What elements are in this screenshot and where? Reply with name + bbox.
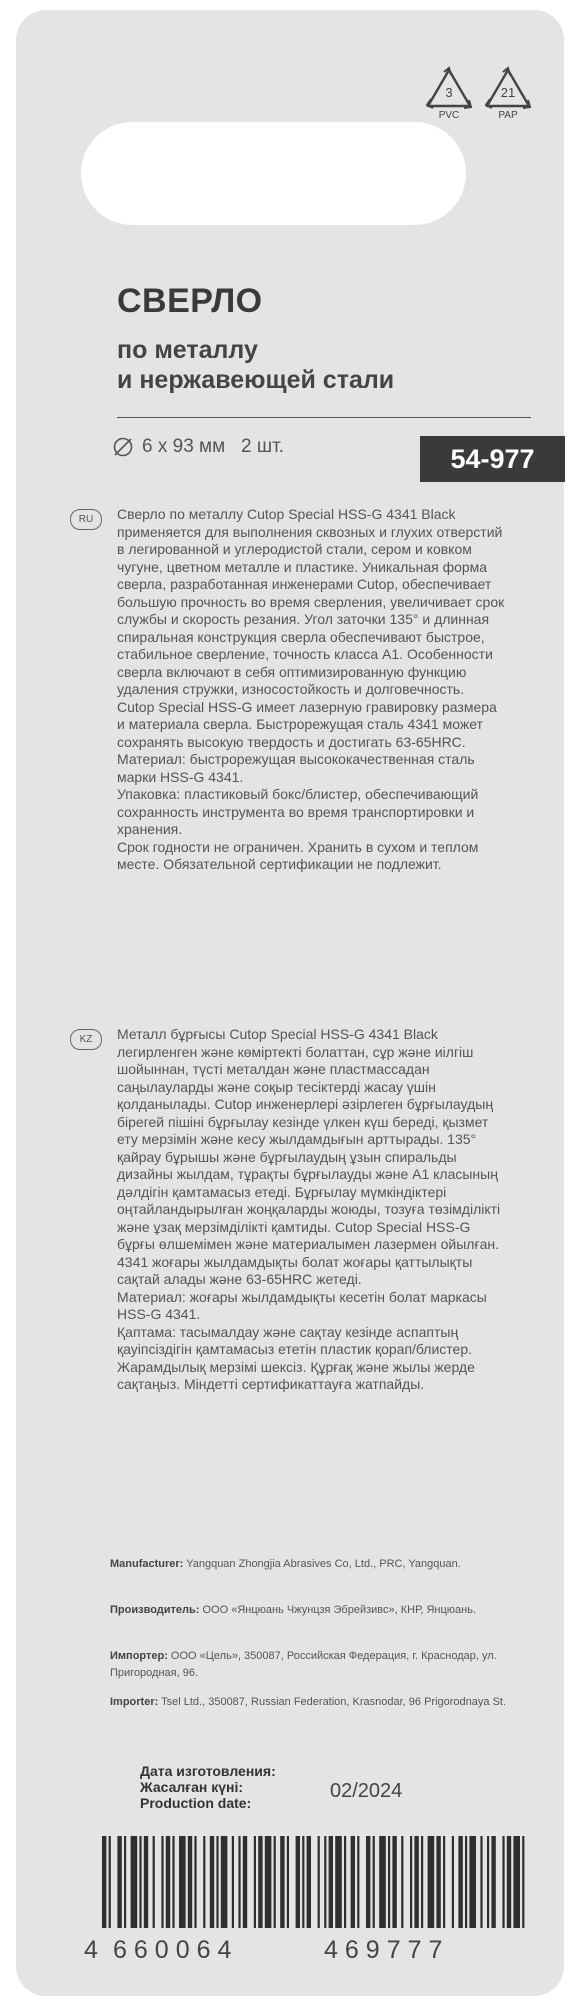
barcode-bar [329, 1836, 333, 1928]
kz-packaging: Қаптама: тасымалдау және сақтау кезінде аспаптың қауіпсіздігін қамтамасыз ететін пластик қорап/блистер. [117, 1323, 473, 1357]
recycle-label: PAP [498, 110, 518, 121]
production-date-value: 02/2024 [330, 1780, 403, 1802]
article-badge: 54-977 [420, 436, 565, 482]
barcode-bar [254, 1836, 256, 1928]
barcode-bar [388, 1836, 390, 1928]
barcode-bar [401, 1836, 403, 1928]
kz-description: Металл бұрғысы Cutop Special HSS-G 4341 Black легирленген және көміртекті болаттан, сұр және иілгіш шойыннан, түсті металдан және пластмассадан саңылауларды және соқыр тесіктерді жасау үшін қолданылады. Cutop инженерлері әзірлеген бұрғылаудың бірегей пішіні бұрғылау кезінде үлкен күш береді, қызмет ету мерзімін және кесу жылдамдығын арттырады. 135° қайрау бұрышы және бұрғылаудың ұзын спиральды дизайны жылдам, тұрақты бұрғылауды және А1 класының дәлдігін қамтамасыз етеді. Бұрғылау мүмкіндіктері оңтайландырылған жоңқаларды жоюды, тозуға төзімділікті және ұзақ мерзімділікті қамтиды. Cutop Special HSS-G бұрғы өлшемімен және материалымен лазермен ойылған. 4341 жоғары жылдамдықты болат жоғары қаттылықты сақтай алады және 63-65HRC жетеді. [117, 1026, 501, 1287]
legal-label: Importer: [110, 1696, 159, 1708]
barcode [102, 1836, 526, 1928]
barcode-bar [373, 1836, 375, 1928]
ru-shelf-life: Срок годности не ограничен. Хранить в сухом и теплом месте. Обязательной сертификации не подлежит. [117, 838, 479, 872]
barcode-bar [357, 1836, 359, 1928]
barcode-bar [179, 1836, 186, 1928]
production-date-labels [140, 1763, 276, 1811]
production-label-kz: Жасалған күні: [140, 1779, 244, 1795]
product-spec [112, 436, 284, 458]
barcode-bar [161, 1836, 163, 1928]
importer-ru [110, 1648, 510, 1682]
ru-description: Сверло по металлу Cutop Special HSS-G 4341 Black применяется для выполнения сквозных и глухих отверстий в легированной и углеродистой стали, сером и ковком чугуне, цветном металле и пластике. Уникальная форма сверла, разработанная инженерами Cutop, обеспечивает большую прочность во время сверления, увеличивает срок службы и скорость резания. Угол заточки 135° и длинная спиральная конструкция сверла обеспечивают быстрое, стабильное сверление, точность класса А1. Особенности сверла включают в себя оптимизированную функцию удаления стружки, износостойкость и долговечность. Cutop Special HSS-G имеет лазерную гравировку размера и материала сверла. Быстрорежущая сталь 4341 может сохранять высокую твердость и достигать 63-65HRC. [117, 506, 505, 750]
barcode-bar [366, 1836, 370, 1928]
lang-badge-ru: RU [70, 509, 102, 530]
barcode-bar [491, 1836, 495, 1928]
subtitle-line-1: по металлу [117, 336, 258, 364]
barcode-bar [203, 1836, 205, 1928]
barcode-bar [351, 1836, 355, 1928]
barcode-bar [302, 1836, 304, 1928]
svg-text:21: 21 [500, 85, 516, 100]
ru-packaging-text: пластиковый бокс/блистер, обеспечивающий сохранность инструмента во время транспортировки и хранения. [117, 786, 479, 837]
barcode-bar [210, 1836, 214, 1928]
manufacturer-ru [110, 1602, 510, 1619]
barcode-group-left: 660064 [113, 1936, 239, 1964]
barcode-bar [513, 1836, 520, 1928]
recycle-pvc [421, 66, 477, 121]
kz-shelf-life: Жарамдылық мерзімі шексіз. Құрғақ және жылы жерде сақтаңыз. Міндетті сертификаттауға жатпайды. [117, 1358, 475, 1392]
barcode-bar [172, 1836, 174, 1928]
barcode-bar [507, 1836, 511, 1928]
barcode-bar [307, 1836, 311, 1928]
diameter-icon [112, 436, 134, 458]
barcode-bar [414, 1836, 418, 1928]
kz-material: Материал: жоғары жылдамдықты кесетін болат маркасы HSS-G 4341. [117, 1288, 487, 1322]
legal-text: ООО «Цель», 350087, Российская Федерация, г. Краснодар, ул. Пригородная, 96. [110, 1650, 497, 1679]
barcode-bar [379, 1836, 386, 1928]
production-label-ru: Дата изготовления: [140, 1763, 276, 1779]
barcode-group-right: 469777 [324, 1936, 450, 1964]
barcode-bar [265, 1836, 272, 1928]
barcode-bar [238, 1836, 240, 1928]
barcode-bar [443, 1836, 445, 1928]
barcode-bar [458, 1836, 462, 1928]
barcode-bar [296, 1836, 300, 1928]
barcode-bar [102, 1836, 106, 1928]
barcode-bar [428, 1836, 435, 1928]
barcode-bar [274, 1836, 276, 1928]
barcode-bar [502, 1836, 504, 1928]
svg-text:3: 3 [445, 85, 453, 100]
barcode-bar [117, 1836, 121, 1928]
barcode-first-digit: 4 [84, 1936, 98, 1964]
legal-text: ООО «Янцюань Чжунцзя Эбрейзивс», КНР, Янцюань. [199, 1604, 477, 1616]
legal-label: Производитель: [110, 1604, 200, 1616]
divider [117, 417, 531, 418]
manufacturer-en [110, 1556, 510, 1573]
barcode-bar [452, 1836, 454, 1928]
ru-material: Материал: быстрорежущая высококачественная сталь марки HSS-G 4341. [117, 751, 475, 785]
lang-badge-kz: KZ [70, 1029, 102, 1050]
barcode-bar [318, 1836, 320, 1928]
barcode-bar [324, 1836, 326, 1928]
barcode-bar [194, 1836, 196, 1928]
recycle-label: PVC [438, 110, 460, 121]
legal-label: Импортер: [110, 1650, 168, 1662]
hang-hole [81, 122, 466, 225]
barcode-bar [392, 1836, 396, 1928]
barcode-bar [436, 1836, 440, 1928]
product-subtitle [117, 335, 394, 395]
barcode-bar [232, 1836, 234, 1928]
barcode-bar [480, 1836, 482, 1928]
barcode-bar [153, 1836, 155, 1928]
barcode-bar [221, 1836, 228, 1928]
legal-label: Manufacturer: [110, 1558, 184, 1570]
ru-description-block [117, 506, 505, 874]
barcode-bar [469, 1836, 476, 1928]
recycle-triangle-icon [424, 66, 474, 112]
barcode-bar [465, 1836, 467, 1928]
barcode-bar [280, 1836, 284, 1928]
spec-text: 6 x 93 мм 2 шт. [142, 436, 284, 457]
ru-packaging [117, 786, 505, 839]
barcode-bar [410, 1836, 412, 1928]
barcode-bar [243, 1836, 247, 1928]
barcode-bar [335, 1836, 342, 1928]
production-label-en: Production date: [140, 1795, 252, 1811]
barcode-bar [258, 1836, 262, 1928]
barcode-bar [344, 1836, 346, 1928]
recycle-pap [480, 66, 536, 121]
barcode-bar [131, 1836, 138, 1928]
barcode-bar [109, 1836, 111, 1928]
barcode-bar [188, 1836, 192, 1928]
barcode-bar [287, 1836, 289, 1928]
subtitle-line-2: и нержавеющей стали [117, 366, 395, 394]
barcode-bar [166, 1836, 170, 1928]
ru-packaging-label: Упаковка: [117, 786, 181, 802]
barcode-bar [139, 1836, 141, 1928]
legal-text: Yangquan Zhongjia Abrasives Co, Ltd., PRC, Yangquan. [183, 1558, 461, 1570]
barcode-bar [487, 1836, 489, 1928]
barcode-bar [144, 1836, 148, 1928]
product-title: СВЕРЛО [117, 282, 263, 320]
legal-text: Tsel Ltd., 350087, Russian Federation, Krasnodar, 96 Prigorodnaya St. [158, 1696, 507, 1708]
barcode-bar [216, 1836, 218, 1928]
importer-en [110, 1694, 510, 1711]
barcode-bar [522, 1836, 524, 1928]
barcode-bar [421, 1836, 423, 1928]
barcode-bar [124, 1836, 126, 1928]
kz-description-block [117, 1026, 505, 1394]
recycle-triangle-icon [483, 66, 533, 112]
